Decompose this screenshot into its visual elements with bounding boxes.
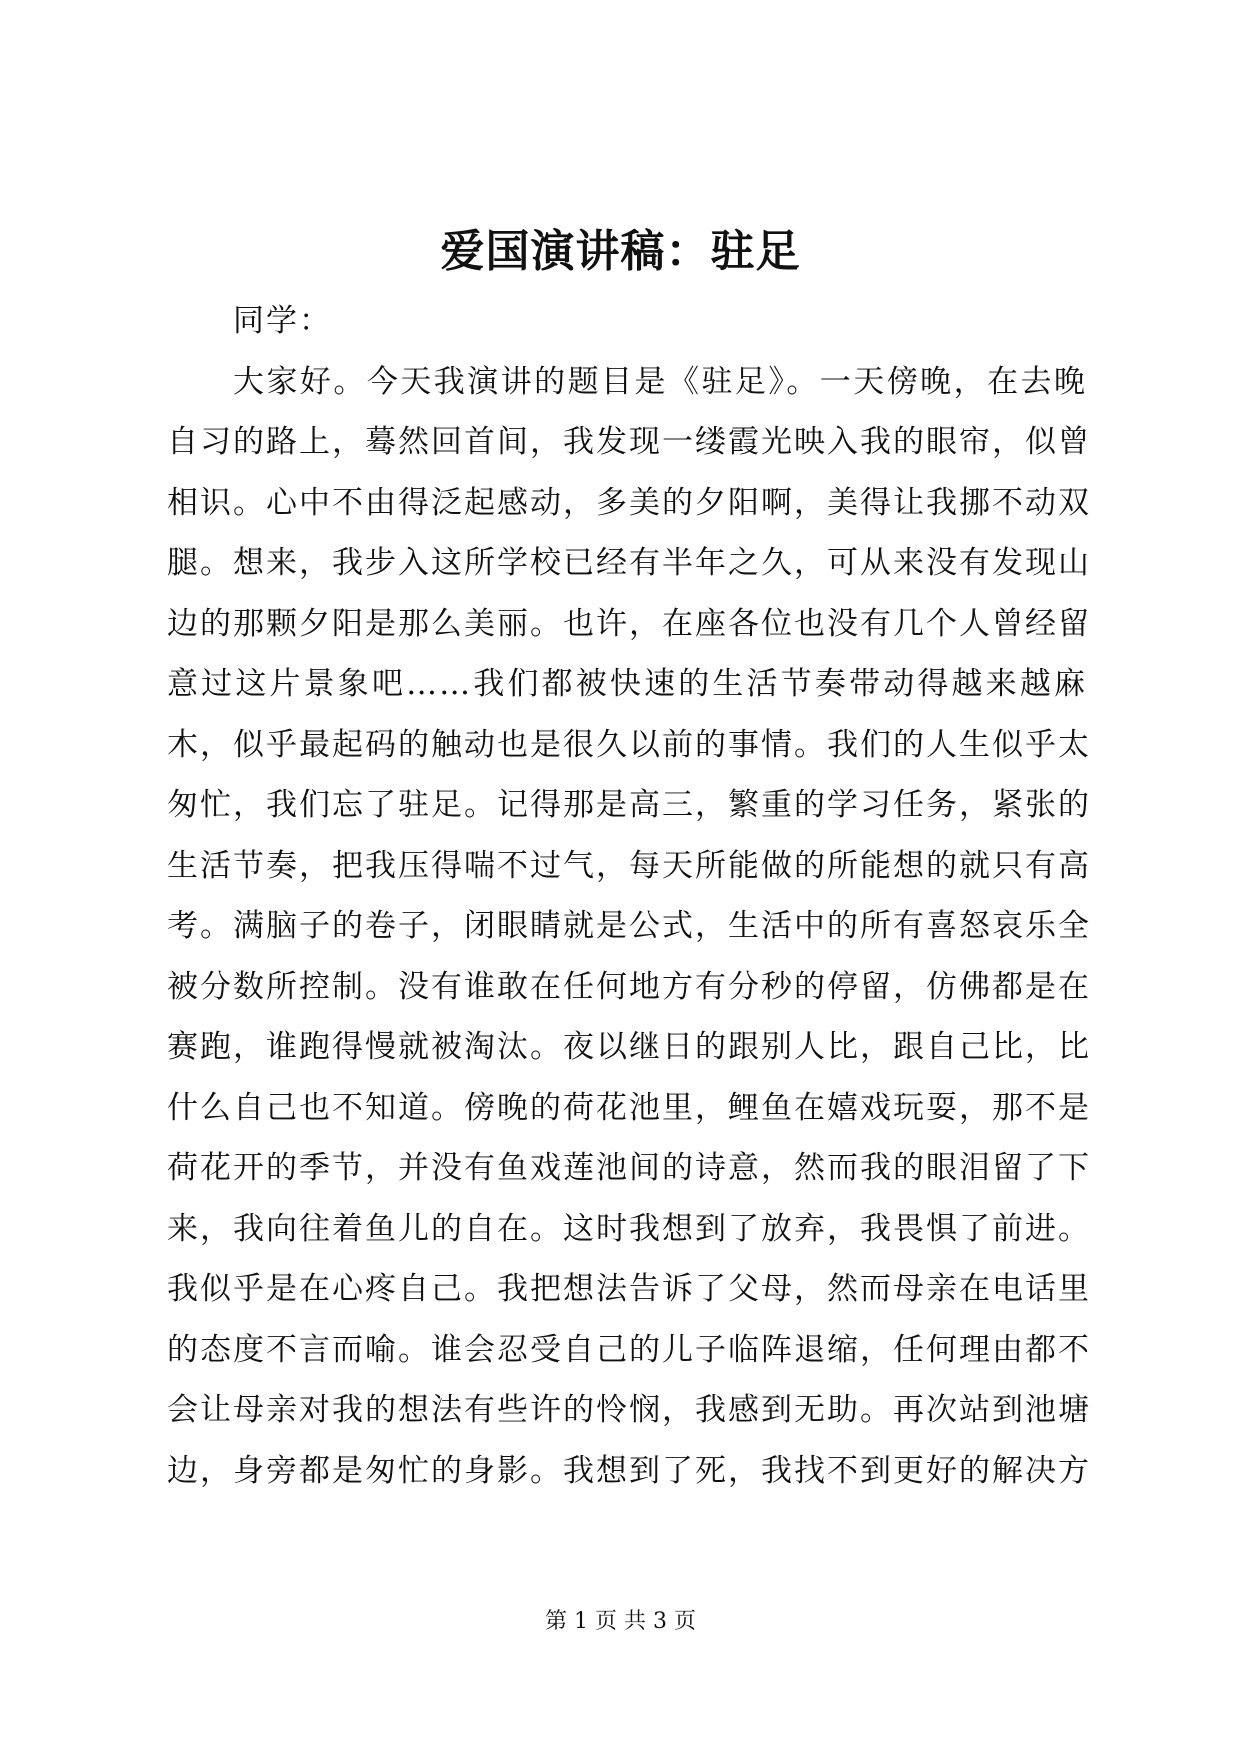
- paragraph-line: 被分数所控制。没有谁敢在任何地方有分秒的停留，仿佛都是在: [167, 968, 1091, 1005]
- paragraph-line: 什么自己也不知道。傍晚的荷花池里，鲤鱼在嬉戏玩耍，那不是: [167, 1089, 1091, 1126]
- paragraph-line: 木，似乎最起码的触动也是很久以前的事情。我们的人生似乎太: [167, 726, 1091, 763]
- paragraph-line: 相识。心中不由得泛起感动，多美的夕阳啊，美得让我挪不动双: [167, 484, 1091, 521]
- paragraph-line: 荷花开的季节，并没有鱼戏莲池间的诗意，然而我的眼泪留了下: [167, 1150, 1091, 1186]
- paragraph-line: 边，身旁都是匆忙的身影。我想到了死，我找不到更好的解决方: [167, 1452, 1091, 1489]
- paragraph-line: 边的那颗夕阳是那么美丽。也许，在座各位也没有几个人曾经留: [167, 605, 1091, 642]
- page-number-footer: 第 1 页 共 3 页: [545, 1609, 696, 1634]
- paragraph-line: 会让母亲对我的想法有些许的怜悯，我感到无助。再次站到池塘: [167, 1392, 1091, 1428]
- paragraph-line: 自习的路上，蓦然回首间，我发现一缕霞光映入我的眼帘，似曾: [167, 424, 1091, 460]
- document-body: [167, 291, 1091, 1501]
- paragraph-line: 生活节奏，把我压得喘不过气，每天所能做的所能想的就只有高: [167, 847, 1091, 884]
- paragraph-line: 意过这片景象吧……我们都被快速的生活节奏带动得越来越麻: [167, 666, 1087, 702]
- paragraph-line: 大家好。今天我演讲的题目是《驻足》。一天傍晚，在去晚: [233, 363, 1087, 400]
- salutation: 同学：: [233, 303, 332, 339]
- document-title: 爱国演讲稿：驻足: [440, 226, 801, 277]
- paragraph-line: 考。满脑子的卷子，闭眼睛就是公式，生活中的所有喜怒哀乐全: [167, 908, 1091, 944]
- paragraph-line: 赛跑，谁跑得慢就被淘汰。夜以继日的跟别人比，跟自己比，比: [167, 1029, 1091, 1065]
- paragraph-line: 的态度不言而喻。谁会忍受自己的儿子临阵退缩，任何理由都不: [167, 1331, 1091, 1368]
- paragraph-line: 我似乎是在心疼自己。我把想法告诉了父母，然而母亲在电话里: [167, 1271, 1091, 1307]
- paragraph-line: 匆忙，我们忘了驻足。记得那是高三，繁重的学习任务，紧张的: [167, 787, 1091, 823]
- paragraph-line: 来，我向往着鱼儿的自在。这时我想到了放弃，我畏惧了前进。: [167, 1210, 1091, 1247]
- paragraph-line: 腿。想来，我步入这所学校已经有半年之久，可从来没有发现山: [167, 545, 1091, 581]
